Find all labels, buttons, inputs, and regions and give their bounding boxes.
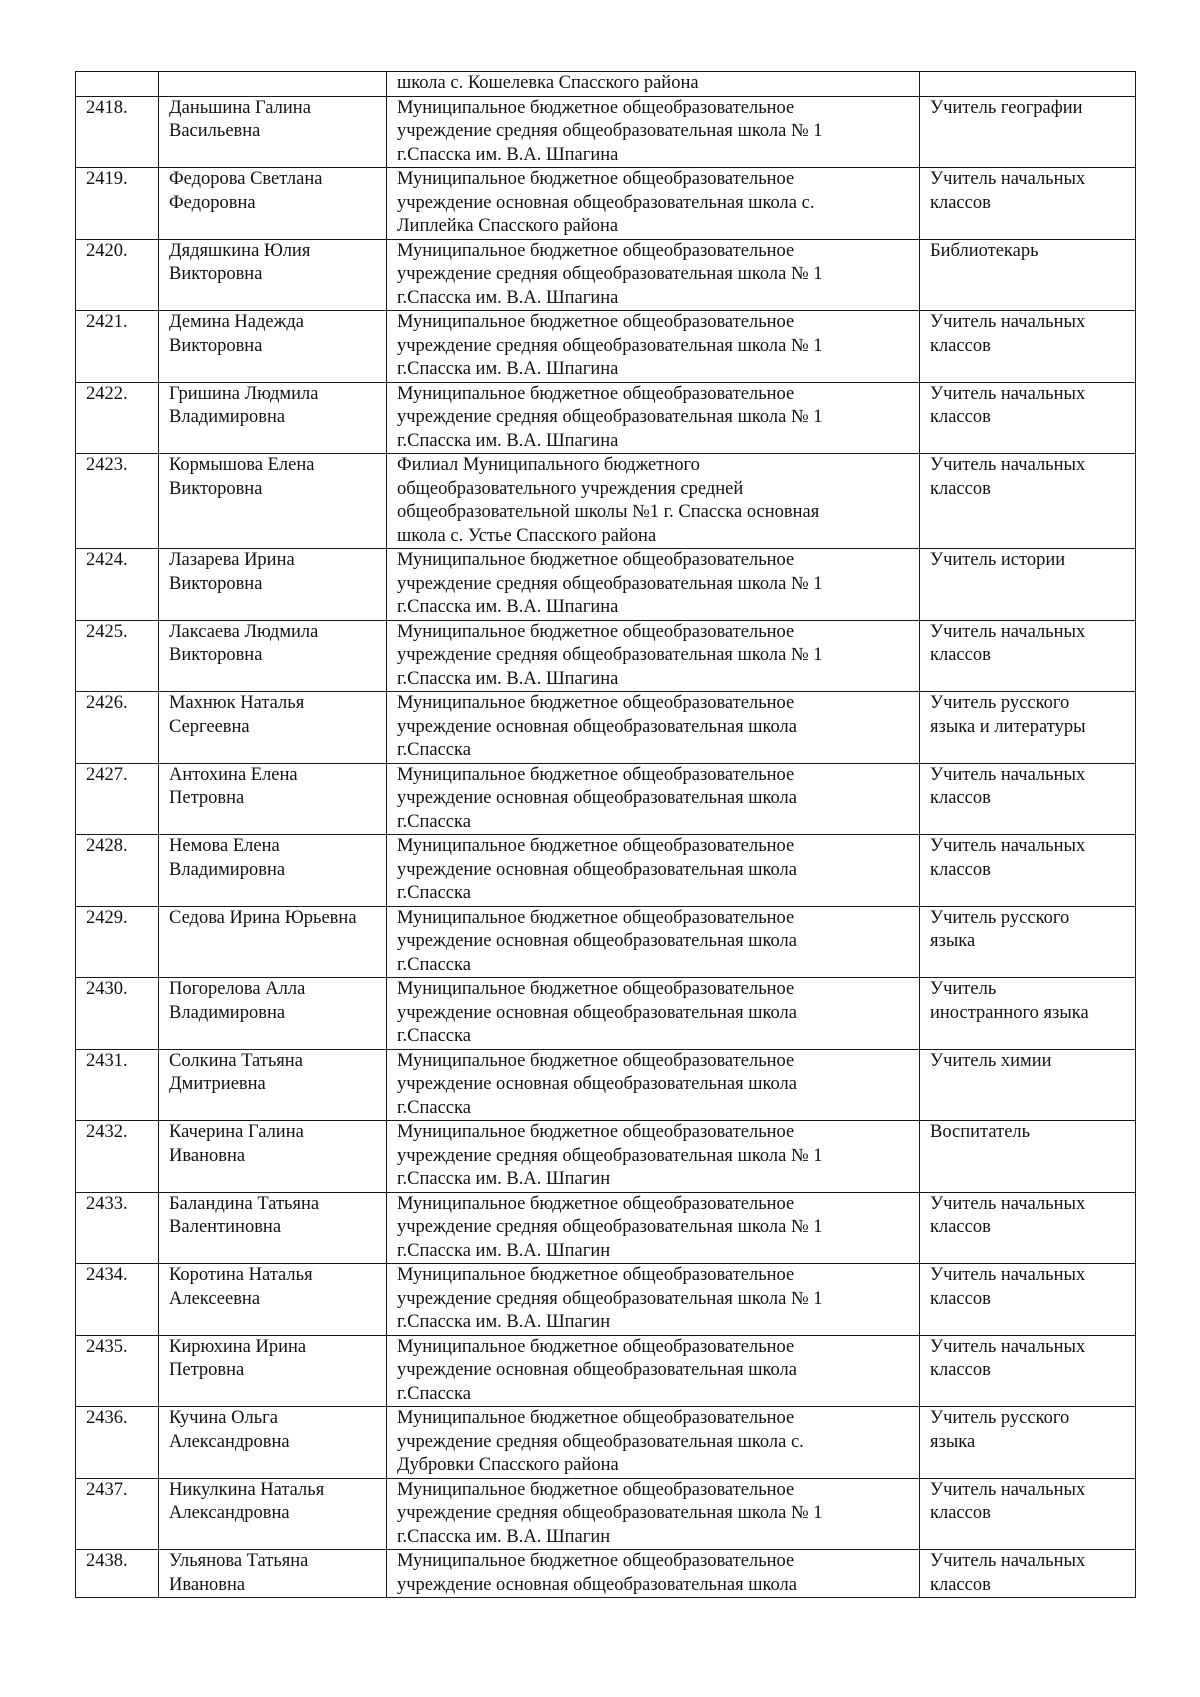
- position-line: Учитель русского: [930, 907, 1070, 928]
- position-cell: [920, 1478, 1136, 1550]
- row-number-cell: [76, 311, 159, 383]
- row-number-cell: [76, 96, 159, 168]
- name-line: Антохина Елена: [169, 764, 298, 785]
- person-name-cell: [159, 1121, 387, 1193]
- organization-cell: [387, 1264, 920, 1336]
- org-line: г.Спасска им. В.А. Шпагин: [397, 1240, 611, 1261]
- name-line: Федорова Светлана: [169, 169, 323, 189]
- name-line: Петровна: [169, 1360, 245, 1380]
- position-line: языка: [930, 931, 976, 951]
- row-number-cell: [76, 382, 159, 454]
- table-row: [76, 1264, 1136, 1336]
- organization-cell: [387, 620, 920, 692]
- table-row: [76, 72, 1136, 97]
- position-cell: [920, 454, 1136, 549]
- name-line: Седова Ирина Юрьевна: [169, 907, 357, 928]
- row-number-cell: [76, 620, 159, 692]
- position-cell: [920, 835, 1136, 907]
- org-line: Муниципальное бюджетное общеобразовательное: [397, 383, 795, 404]
- person-name-cell: [159, 1407, 387, 1479]
- org-line: г.Спасска: [397, 740, 471, 760]
- org-line: Муниципальное бюджетное общеобразовательное: [397, 1336, 795, 1357]
- row-number-cell: [76, 454, 159, 549]
- name-line: Валентиновна: [169, 1217, 282, 1237]
- org-line: г.Спасска им. В.А. Шпагина: [397, 359, 619, 379]
- position-line: Учитель начальных: [930, 1336, 1086, 1357]
- num-text: 2431.: [86, 1050, 128, 1071]
- organization-cell: [387, 1049, 920, 1121]
- person-name-cell: [159, 1264, 387, 1336]
- num-text: 2423.: [86, 455, 128, 475]
- row-number-cell: [76, 835, 159, 907]
- position-line: иностранного языка: [930, 1002, 1089, 1023]
- row-number-cell: [76, 549, 159, 621]
- org-line: учреждение основная общеобразовательная школа: [397, 1074, 797, 1094]
- position-line: классов: [930, 407, 991, 427]
- name-line: Махнюк Наталья: [169, 693, 305, 713]
- num-text: 2434.: [86, 1265, 128, 1285]
- person-name-cell: [159, 906, 387, 978]
- table-row: [76, 382, 1136, 454]
- name-line: Кирюхина Ирина: [169, 1336, 307, 1357]
- org-line: школа с. Кошелевка Спасского района: [397, 73, 699, 93]
- table-row: [76, 1335, 1136, 1407]
- name-line: Александровна: [169, 1503, 290, 1523]
- position-line: Воспитатель: [930, 1122, 1031, 1142]
- org-line: учреждение средняя общеобразовательная школа № 1: [397, 335, 823, 356]
- person-name-cell: [159, 96, 387, 168]
- table-row: [76, 692, 1136, 764]
- name-line: Качерина Галина: [169, 1122, 304, 1142]
- num-text: 2432.: [86, 1122, 128, 1142]
- num-text: 2433.: [86, 1193, 128, 1214]
- name-line: Кучина Ольга: [169, 1408, 278, 1428]
- position-cell: [920, 620, 1136, 692]
- table-row: [76, 1478, 1136, 1550]
- organization-cell: [387, 311, 920, 383]
- org-line: г.Спасска им. В.А. Шпагина: [397, 668, 619, 689]
- name-line: Гришина Людмила: [169, 383, 319, 404]
- organization-cell: [387, 1407, 920, 1479]
- row-number-cell: [76, 72, 159, 97]
- name-line: Ивановна: [169, 1145, 246, 1166]
- organization-cell: [387, 454, 920, 549]
- person-name-cell: [159, 1478, 387, 1550]
- row-number-cell: [76, 239, 159, 311]
- position-line: классов: [930, 1503, 991, 1523]
- org-line: учреждение средняя общеобразовательная школа с.: [397, 1431, 804, 1452]
- position-line: Учитель начальных: [930, 836, 1086, 856]
- org-line: Муниципальное бюджетное общеобразовательное: [397, 240, 795, 261]
- org-line: школа с. Устье Спасского района: [397, 525, 657, 546]
- org-line: Дубровки Спасского района: [397, 1455, 619, 1475]
- position-cell: [920, 1407, 1136, 1479]
- row-number-cell: [76, 1407, 159, 1479]
- position-line: классов: [930, 478, 991, 499]
- name-line: Владимировна: [169, 407, 286, 427]
- row-number-cell: [76, 1478, 159, 1550]
- position-line: классов: [930, 788, 991, 808]
- num-text: 2419.: [86, 169, 128, 189]
- person-name-cell: [159, 835, 387, 907]
- org-line: учреждение средняя общеобразовательная школа № 1: [397, 1145, 823, 1166]
- org-line: г.Спасска им. В.А. Шпагина: [397, 597, 619, 617]
- name-line: Дмитриевна: [169, 1074, 266, 1094]
- organization-cell: [387, 1121, 920, 1193]
- name-line: Кормышова Елена: [169, 455, 315, 475]
- table-row: [76, 239, 1136, 311]
- name-line: Погорелова Алла: [169, 979, 306, 999]
- num-text: 2424.: [86, 550, 128, 570]
- num-text: 2422.: [86, 383, 128, 404]
- name-line: Викторовна: [169, 573, 263, 594]
- name-line: Васильевна: [169, 121, 261, 141]
- person-name-cell: [159, 1049, 387, 1121]
- org-line: учреждение основная общеобразовательная школа: [397, 1002, 797, 1023]
- organization-cell: [387, 906, 920, 978]
- name-line: Солкина Татьяна: [169, 1050, 303, 1071]
- person-name-cell: [159, 168, 387, 240]
- table-body: [76, 72, 1136, 1598]
- table-row: [76, 620, 1136, 692]
- num-text: 2426.: [86, 693, 128, 713]
- position-cell: [920, 72, 1136, 97]
- num-text: 2438.: [86, 1551, 128, 1571]
- position-line: Учитель начальных: [930, 1265, 1086, 1285]
- organization-cell: [387, 978, 920, 1050]
- position-line: Учитель химии: [930, 1050, 1052, 1071]
- row-number-cell: [76, 1049, 159, 1121]
- person-name-cell: [159, 72, 387, 97]
- org-line: г.Спасска: [397, 1383, 471, 1404]
- num-text: 2420.: [86, 240, 128, 261]
- name-line: Сергеевна: [169, 716, 250, 737]
- position-line: Учитель начальных: [930, 1193, 1086, 1214]
- org-line: Муниципальное бюджетное общеобразовательное: [397, 169, 795, 189]
- num-text: 2436.: [86, 1408, 128, 1428]
- org-line: учреждение средняя общеобразовательная школа № 1: [397, 264, 823, 284]
- position-line: Учитель начальных: [930, 455, 1086, 475]
- organization-cell: [387, 96, 920, 168]
- org-line: учреждение основная общеобразовательная школа: [397, 859, 797, 880]
- name-line: Владимировна: [169, 859, 286, 880]
- person-name-cell: [159, 1192, 387, 1264]
- organization-cell: [387, 1335, 920, 1407]
- name-line: Викторовна: [169, 335, 263, 356]
- position-line: классов: [930, 1288, 991, 1309]
- position-line: Учитель начальных: [930, 383, 1086, 404]
- organization-cell: [387, 1192, 920, 1264]
- org-line: учреждение средняя общеобразовательная школа № 1: [397, 573, 823, 594]
- position-cell: [920, 1049, 1136, 1121]
- organization-cell: [387, 239, 920, 311]
- position-line: Учитель начальных: [930, 1479, 1086, 1500]
- org-line: Муниципальное бюджетное общеобразовательное: [397, 621, 795, 642]
- person-name-cell: [159, 239, 387, 311]
- table-row: [76, 311, 1136, 383]
- person-name-cell: [159, 763, 387, 835]
- org-line: учреждение средняя общеобразовательная школа № 1: [397, 1288, 823, 1309]
- row-number-cell: [76, 692, 159, 764]
- org-line: Липлейка Спасского района: [397, 216, 619, 236]
- org-line: учреждение основная общеобразовательная школа: [397, 716, 797, 737]
- position-line: Учитель географии: [930, 97, 1083, 118]
- name-line: Владимировна: [169, 1002, 286, 1023]
- name-line: Лазарева Ирина: [169, 550, 295, 570]
- org-line: учреждение основная общеобразовательная школа с.: [397, 192, 815, 213]
- position-line: классов: [930, 192, 991, 213]
- organization-cell: [387, 168, 920, 240]
- person-name-cell: [159, 549, 387, 621]
- org-line: Муниципальное бюджетное общеобразовательное: [397, 907, 795, 928]
- table-row: [76, 1049, 1136, 1121]
- position-line: Учитель начальных: [930, 621, 1086, 642]
- position-line: Библиотекарь: [930, 240, 1039, 261]
- organization-cell: [387, 1478, 920, 1550]
- org-line: г.Спасска: [397, 883, 471, 903]
- person-name-cell: [159, 978, 387, 1050]
- person-name-cell: [159, 1550, 387, 1598]
- table-row: [76, 835, 1136, 907]
- org-line: учреждение средняя общеобразовательная школа № 1: [397, 121, 823, 141]
- position-cell: [920, 763, 1136, 835]
- row-number-cell: [76, 1192, 159, 1264]
- table-row: [76, 906, 1136, 978]
- position-cell: [920, 1550, 1136, 1598]
- row-number-cell: [76, 1264, 159, 1336]
- person-name-cell: [159, 692, 387, 764]
- table-row: [76, 1121, 1136, 1193]
- num-text: 2430.: [86, 979, 128, 999]
- name-line: Дядяшкина Юлия: [169, 240, 311, 261]
- name-line: Александровна: [169, 1431, 290, 1452]
- person-name-cell: [159, 620, 387, 692]
- org-line: учреждение средняя общеобразовательная школа № 1: [397, 1503, 823, 1523]
- position-cell: [920, 978, 1136, 1050]
- org-line: учреждение средняя общеобразовательная школа № 1: [397, 407, 823, 427]
- name-line: Ульянова Татьяна: [169, 1551, 309, 1571]
- row-number-cell: [76, 168, 159, 240]
- position-line: классов: [930, 1217, 991, 1237]
- num-text: 2437.: [86, 1479, 128, 1500]
- org-line: Филиал Муниципального бюджетного: [397, 455, 700, 475]
- person-name-cell: [159, 1335, 387, 1407]
- position-line: классов: [930, 645, 991, 665]
- org-line: Муниципальное бюджетное общеобразовательное: [397, 979, 795, 999]
- table-row: [76, 454, 1136, 549]
- organization-cell: [387, 835, 920, 907]
- table-row: [76, 1407, 1136, 1479]
- org-line: Муниципальное бюджетное общеобразовательное: [397, 1408, 795, 1428]
- position-line: Учитель начальных: [930, 169, 1086, 189]
- org-line: общеобразовательного учреждения средней: [397, 478, 744, 499]
- name-line: Лаксаева Людмила: [169, 621, 319, 642]
- position-cell: [920, 1192, 1136, 1264]
- num-text: 2427.: [86, 764, 128, 785]
- position-line: Учитель: [930, 979, 997, 999]
- num-text: 2418.: [86, 97, 128, 118]
- staff-table: [75, 71, 1136, 1598]
- position-line: Учитель начальных: [930, 312, 1086, 332]
- table-row: [76, 763, 1136, 835]
- org-line: учреждение средняя общеобразовательная школа № 1: [397, 1217, 823, 1237]
- position-cell: [920, 311, 1136, 383]
- position-cell: [920, 96, 1136, 168]
- name-line: Никулкина Наталья: [169, 1479, 325, 1500]
- person-name-cell: [159, 311, 387, 383]
- position-line: Учитель истории: [930, 550, 1066, 570]
- org-line: Муниципальное бюджетное общеобразовательное: [397, 764, 795, 785]
- row-number-cell: [76, 906, 159, 978]
- table-row: [76, 96, 1136, 168]
- num-text: 2429.: [86, 907, 128, 928]
- org-line: учреждение основная общеобразовательная школа: [397, 1360, 797, 1380]
- org-line: учреждение основная общеобразовательная школа: [397, 1574, 797, 1595]
- num-text: 2421.: [86, 312, 128, 332]
- org-line: Муниципальное бюджетное общеобразовательное: [397, 1551, 795, 1571]
- name-line: Немова Елена: [169, 836, 280, 856]
- organization-cell: [387, 1550, 920, 1598]
- table-row: [76, 1192, 1136, 1264]
- org-line: Муниципальное бюджетное общеобразовательное: [397, 1050, 795, 1071]
- org-line: г.Спасска: [397, 1026, 471, 1046]
- row-number-cell: [76, 978, 159, 1050]
- org-line: Муниципальное бюджетное общеобразовательное: [397, 836, 795, 856]
- position-line: классов: [930, 1574, 991, 1595]
- organization-cell: [387, 72, 920, 97]
- organization-cell: [387, 692, 920, 764]
- name-line: Федоровна: [169, 192, 256, 213]
- organization-cell: [387, 763, 920, 835]
- name-line: Коротина Наталья: [169, 1265, 313, 1285]
- position-cell: [920, 239, 1136, 311]
- row-number-cell: [76, 1335, 159, 1407]
- position-line: классов: [930, 859, 991, 880]
- row-number-cell: [76, 763, 159, 835]
- name-line: Викторовна: [169, 645, 263, 665]
- name-line: Демина Надежда: [169, 312, 305, 332]
- org-line: г.Спасска им. В.А. Шпагина: [397, 144, 619, 165]
- position-line: классов: [930, 335, 991, 356]
- name-line: Викторовна: [169, 264, 263, 284]
- position-cell: [920, 1335, 1136, 1407]
- position-cell: [920, 168, 1136, 240]
- name-line: Алексеевна: [169, 1288, 261, 1309]
- org-line: учреждение основная общеобразовательная школа: [397, 788, 797, 808]
- num-text: 2428.: [86, 836, 128, 856]
- org-line: Муниципальное бюджетное общеобразовательное: [397, 1122, 795, 1142]
- org-line: г.Спасска им. В.А. Шпагин: [397, 1526, 611, 1547]
- org-line: г.Спасска: [397, 1097, 471, 1118]
- name-line: Викторовна: [169, 478, 263, 499]
- position-cell: [920, 692, 1136, 764]
- row-number-cell: [76, 1121, 159, 1193]
- position-cell: [920, 1121, 1136, 1193]
- org-line: г.Спасска им. В.А. Шпагин: [397, 1169, 611, 1189]
- organization-cell: [387, 382, 920, 454]
- org-line: общеобразовательной школы №1 г. Спасска основная: [397, 502, 820, 522]
- table-row: [76, 978, 1136, 1050]
- position-line: классов: [930, 1360, 991, 1380]
- position-line: Учитель начальных: [930, 764, 1086, 785]
- org-line: г.Спасска: [397, 954, 471, 975]
- name-line: Петровна: [169, 788, 245, 808]
- organization-cell: [387, 549, 920, 621]
- position-cell: [920, 382, 1136, 454]
- table-row: [76, 1550, 1136, 1598]
- position-line: Учитель начальных: [930, 1551, 1086, 1571]
- name-line: Баландина Татьяна: [169, 1193, 320, 1214]
- num-text: 2435.: [86, 1336, 128, 1357]
- num-text: 2425.: [86, 621, 128, 642]
- table-row: [76, 549, 1136, 621]
- org-line: г.Спасска им. В.А. Шпагин: [397, 1312, 611, 1332]
- table-row: [76, 168, 1136, 240]
- row-number-cell: [76, 1550, 159, 1598]
- position-cell: [920, 1264, 1136, 1336]
- org-line: г.Спасска им. В.А. Шпагина: [397, 430, 619, 451]
- org-line: Муниципальное бюджетное общеобразовательное: [397, 693, 795, 713]
- position-cell: [920, 549, 1136, 621]
- org-line: учреждение средняя общеобразовательная школа № 1: [397, 645, 823, 665]
- position-line: Учитель русского: [930, 1408, 1070, 1428]
- org-line: Муниципальное бюджетное общеобразовательное: [397, 550, 795, 570]
- person-name-cell: [159, 454, 387, 549]
- position-line: Учитель русского: [930, 693, 1070, 713]
- position-cell: [920, 906, 1136, 978]
- org-line: Муниципальное бюджетное общеобразовательное: [397, 97, 795, 118]
- name-line: Даньшина Галина: [169, 97, 311, 118]
- org-line: г.Спасска: [397, 811, 471, 832]
- org-line: г.Спасска им. В.А. Шпагина: [397, 287, 619, 308]
- position-line: языка: [930, 1431, 976, 1452]
- org-line: Муниципальное бюджетное общеобразовательное: [397, 1193, 795, 1214]
- person-name-cell: [159, 382, 387, 454]
- name-line: Ивановна: [169, 1574, 246, 1595]
- org-line: Муниципальное бюджетное общеобразовательное: [397, 1265, 795, 1285]
- org-line: учреждение основная общеобразовательная школа: [397, 931, 797, 951]
- org-line: Муниципальное бюджетное общеобразовательное: [397, 1479, 795, 1500]
- position-line: языка и литературы: [930, 716, 1086, 737]
- org-line: Муниципальное бюджетное общеобразовательное: [397, 312, 795, 332]
